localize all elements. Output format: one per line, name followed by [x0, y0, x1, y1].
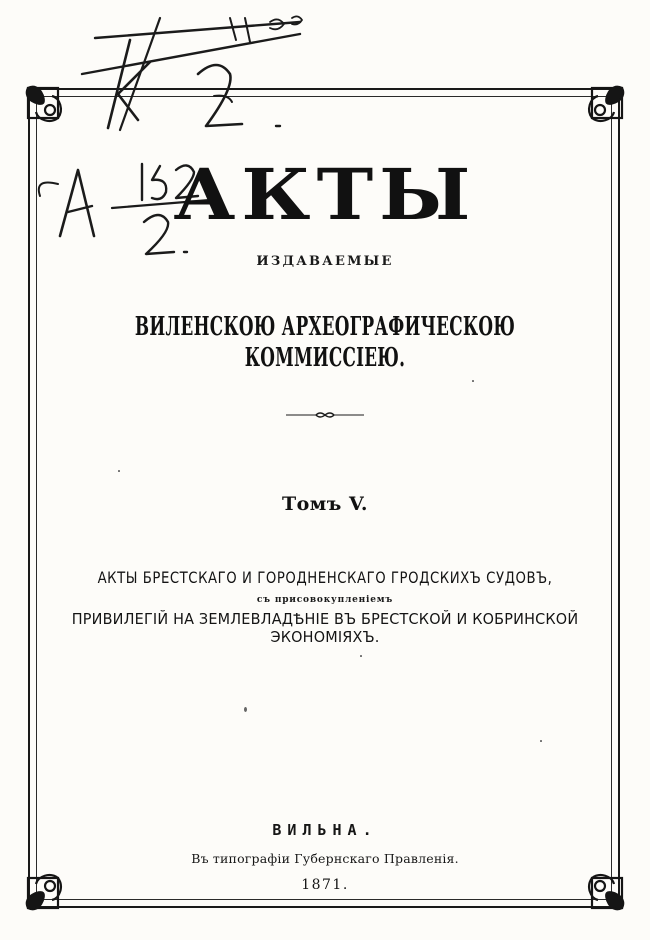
volume-number: Томъ V. — [281, 493, 369, 515]
scan-speck — [118, 470, 120, 472]
corner-ornament-top-right — [584, 80, 630, 126]
imprint-printer: Въ типографіи Губернскаго Правленія. — [191, 851, 459, 866]
contents-line-1: АКТЫ БРЕСТСКАГО И ГОРОДНЕНСКАГО ГРОДСКИХЪ СУДОВЪ, — [97, 568, 553, 587]
scan-speck — [472, 380, 474, 382]
scan-speck — [360, 655, 362, 657]
corner-ornament-top-left — [20, 80, 66, 126]
imprint-city: ВИЛЬНА. — [272, 821, 378, 839]
scan-speck — [244, 707, 247, 712]
main-title: АКТЫ — [173, 153, 477, 236]
ornamental-rule — [286, 410, 364, 420]
contents-line-3: ПРИВИЛЕГІЙ НА ЗЕМЛЕВЛАДѢНІЕ ВЪ БРЕСТСКОЙ И КОБРИНСКОЙ ЭКОНОМІЯХЪ. — [71, 610, 579, 646]
subtitle: ИЗДАВАЕМЫЕ — [256, 254, 394, 269]
imprint-year: 1871. — [301, 877, 349, 893]
contents-line-2: съ присовокупленіемъ — [256, 595, 394, 605]
commission-line: ВИЛЕНСКОЮ АРХЕОГРАФИЧЕСКОЮ КОММИССІЕЮ. — [134, 309, 516, 373]
scan-speck — [540, 740, 542, 742]
